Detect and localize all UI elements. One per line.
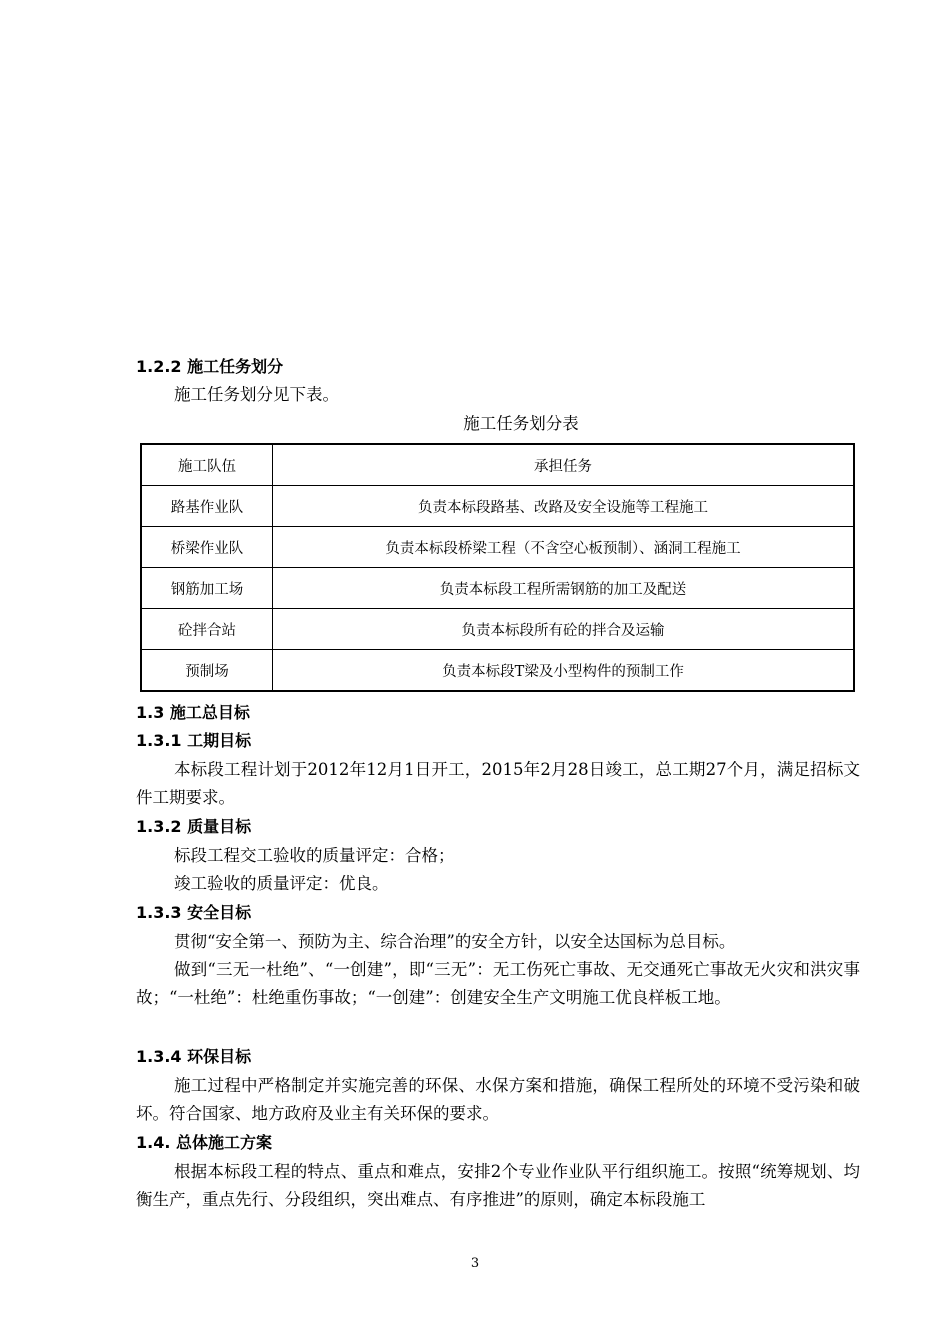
table-cell-team: 路基作业队 — [141, 486, 273, 527]
quality-final-line: 竣工验收的质量评定：优良。 — [174, 874, 389, 893]
section-1-2-2-heading: 1.2.2 施工任务划分 — [136, 357, 284, 376]
task-division-table — [140, 443, 855, 692]
table-row — [141, 609, 854, 650]
section-1-4-heading: 1.4. 总体施工方案 — [136, 1133, 272, 1152]
section-1-3-4-text: 施工过程中严格制定并实施完善的环保、水保方案和措施，确保工程所处的环境不受污染和破坏。符合国家、地方政府及业主有关环保的要求。 — [136, 1076, 860, 1123]
table-cell-task: 负责本标段路基、改路及安全设施等工程施工 — [273, 486, 855, 527]
table-header-team: 施工队伍 — [141, 444, 273, 486]
table-cell-task: 负责本标段桥梁工程（不含空心板预制）、涵洞工程施工 — [273, 527, 855, 568]
table-header-task: 承担任务 — [273, 444, 855, 486]
section-1-3-1-text: 本标段工程计划于2012年12月1日开工，2015年2月28日竣工，总工期27个月，满足招标文件工期要求。 — [136, 760, 860, 807]
safety-policy-line: 贯彻“安全第一、预防为主、综合治理”的安全方针，以安全达国标为总目标。 — [174, 932, 736, 951]
section-1-3-heading: 1.3 施工总目标 — [136, 703, 250, 722]
table-row — [141, 486, 854, 527]
table-caption: 施工任务划分表 — [463, 414, 579, 433]
table-cell-team: 钢筋加工场 — [141, 568, 273, 609]
section-1-3-2-heading: 1.3.2 质量目标 — [136, 817, 252, 836]
section-1-3-1-heading: 1.3.1 工期目标 — [136, 731, 252, 750]
section-1-3-4-heading: 1.3.4 环保目标 — [136, 1047, 252, 1066]
quality-handover-line: 标段工程交工验收的质量评定：合格； — [174, 846, 455, 865]
section-1-4-text: 根据本标段工程的特点、重点和难点，安排2个专业作业队平行组织施工。按照“统筹规划、均衡生产，重点先行、分段组织，突出难点、有序推进”的原则，确定本标段施工 — [136, 1162, 860, 1209]
page-number: 3 — [470, 1256, 480, 1271]
table-header-row — [141, 444, 854, 486]
table-cell-task: 负责本标段T梁及小型构件的预制工作 — [273, 650, 855, 692]
table-row — [141, 568, 854, 609]
section-1-2-2-intro: 施工任务划分见下表。 — [174, 385, 339, 404]
table-row — [141, 527, 854, 568]
table-cell-task: 负责本标段工程所需钢筋的加工及配送 — [273, 568, 855, 609]
safety-detail-paragraph: 做到“三无一杜绝”、“一创建”，即“三无”：无工伤死亡事故、无交通死亡事故无火灾和洪灾事故；“一杜绝”：杜绝重伤事故；“一创建”：创建安全生产文明施工优良样板工地。 — [136, 960, 860, 1007]
table-cell-task: 负责本标段所有砼的拌合及运输 — [273, 609, 855, 650]
table-cell-team: 砼拌合站 — [141, 609, 273, 650]
table-cell-team: 桥梁作业队 — [141, 527, 273, 568]
table-row — [141, 650, 854, 692]
section-1-3-3-heading: 1.3.3 安全目标 — [136, 903, 252, 922]
table-cell-team: 预制场 — [141, 650, 273, 692]
